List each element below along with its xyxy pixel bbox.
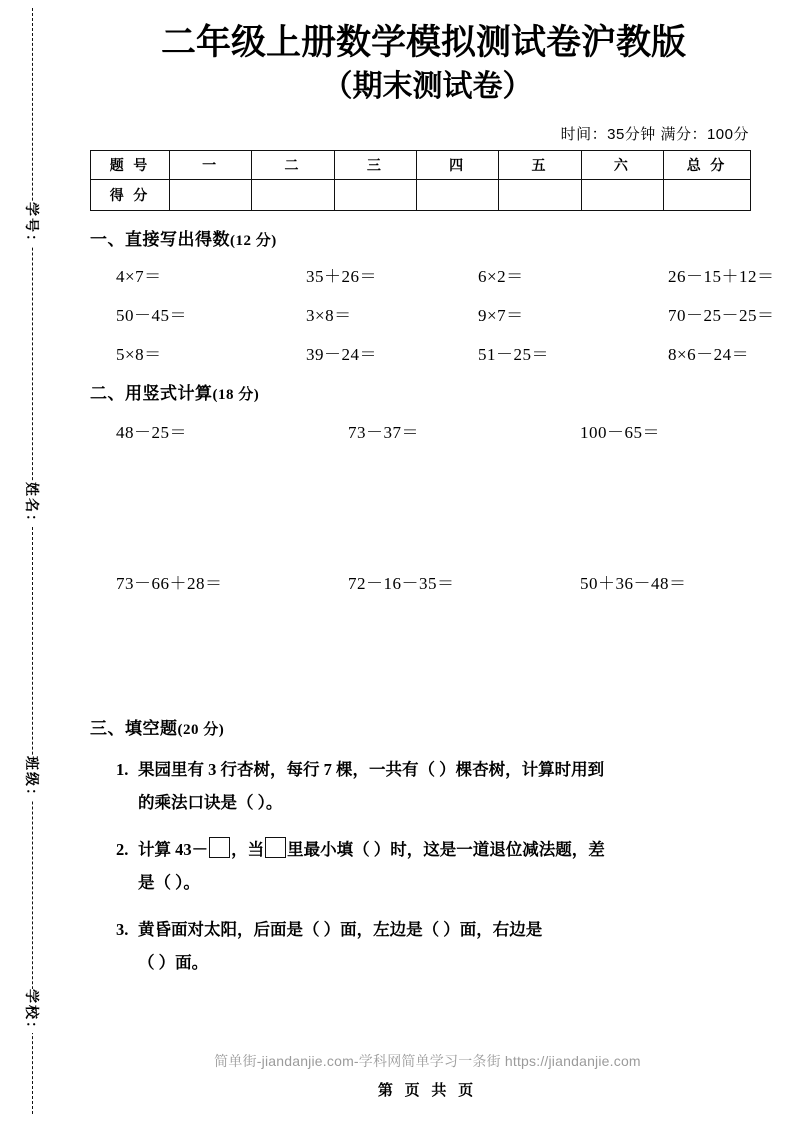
fill-question-3-line1: 黄昏面对太阳，后面是（ ）面，左边是（ ）面，右边是 (138, 919, 543, 939)
col-header-1: 一 (170, 150, 252, 179)
answer-box-2[interactable] (265, 837, 286, 858)
section-three-points: (20 分) (177, 721, 225, 738)
fill-question-3 (90, 913, 763, 979)
score-cell-4[interactable] (416, 179, 498, 210)
section-one (62, 225, 793, 365)
section-one-heading (90, 225, 763, 250)
section-two-points: (18 分) (212, 386, 260, 403)
cut-dashed-line (32, 8, 33, 1114)
fill-question-2-text-b: ，当 (231, 839, 265, 859)
score-cell-3[interactable] (334, 179, 416, 210)
table-row-score (91, 179, 751, 210)
fill-question-1-line2: 的乘法口诀是（ ）。 (138, 792, 283, 812)
fill-question-3-line2: （ ）面。 (138, 952, 209, 972)
binding-strip (0, 0, 62, 1122)
fill-question-2-number: 2. (116, 839, 129, 859)
section-one-problems (90, 262, 775, 365)
section-two (62, 379, 793, 594)
col-header-3: 三 (334, 150, 416, 179)
problem-1-3: 6×2＝ (478, 266, 524, 286)
score-cell-1[interactable] (170, 179, 252, 210)
problem-1-2: 35＋26＝ (306, 266, 377, 286)
col-header-2: 二 (252, 150, 334, 179)
problem-2-1: 48－25＝ (116, 422, 187, 442)
problem-2-3: 100－65＝ (580, 422, 660, 442)
col-header-6: 六 (581, 150, 663, 179)
fill-question-2-text-a: 计算 43－ (138, 839, 209, 859)
score-cell-2[interactable] (252, 179, 334, 210)
problem-1-1: 4×7＝ (116, 266, 162, 286)
col-header-total: 总 分 (664, 150, 751, 179)
problem-1-11: 51－25＝ (478, 344, 549, 364)
section-three-title: 三、填空题 (90, 718, 178, 738)
fill-question-1-body (138, 753, 763, 819)
page-number: 第 页 共 页 (377, 1083, 478, 1099)
score-cell-total[interactable] (664, 179, 751, 210)
problem-2-5: 72－16－35＝ (348, 573, 455, 593)
score-table-wrap (62, 150, 793, 211)
row-label-score: 得 分 (91, 179, 170, 210)
problem-1-12: 8×6－24＝ (668, 344, 750, 364)
section-two-problems-row2 (90, 569, 763, 594)
problem-1-8: 70－25－25＝ (668, 305, 775, 325)
problem-1-5: 50－45＝ (116, 305, 187, 325)
field-label-name: 姓名： (16, 482, 48, 526)
page-subtitle: （期末测试卷） (322, 70, 533, 104)
section-one-title: 一、直接写出得数 (90, 229, 230, 249)
section-one-points: (12 分) (230, 232, 277, 249)
problem-1-9: 5×8＝ (116, 344, 162, 364)
problem-1-10: 39－24＝ (306, 344, 377, 364)
problem-2-2: 73－37＝ (348, 422, 419, 442)
score-cell-5[interactable] (499, 179, 581, 210)
fill-question-1-number: 1. (116, 759, 129, 779)
section-three (62, 714, 793, 979)
exam-sheet (62, 0, 793, 1122)
fill-question-2-body (138, 833, 763, 899)
field-label-class: 班级： (16, 756, 48, 800)
page-footer (62, 1051, 793, 1100)
col-header-5: 五 (499, 150, 581, 179)
fill-question-3-number: 3. (116, 919, 129, 939)
section-two-problems-row1 (90, 418, 763, 443)
fill-question-3-body (138, 913, 763, 979)
section-two-heading (90, 379, 763, 404)
problem-1-7: 9×7＝ (478, 305, 524, 325)
fill-question-2 (90, 833, 763, 899)
problem-1-6: 3×8＝ (306, 305, 352, 325)
fill-question-2-text-c: 里最小填（ ）时，这是一道退位减法题，差 (287, 839, 605, 859)
problem-2-4: 73－66＋28＝ (116, 573, 223, 593)
watermark-text: 简单街-jiandanjie.com-学科网简单学习一条街 https://jiandanjie.com (214, 1053, 641, 1069)
fill-question-1 (90, 753, 763, 819)
col-header-4: 四 (416, 150, 498, 179)
score-table (90, 150, 751, 211)
section-two-title: 二、用竖式计算 (90, 383, 213, 403)
problem-2-6: 50＋36－48＝ (580, 573, 687, 593)
table-row-header (91, 150, 751, 179)
section-three-heading (90, 714, 763, 739)
page-title: 二年级上册数学模拟测试卷沪教版 (160, 23, 686, 62)
score-cell-6[interactable] (581, 179, 663, 210)
fill-question-1-line1: 果园里有 3 行杏树，每行 7 棵，一共有（ ）棵杏树，计算时用到 (138, 759, 605, 779)
answer-box-1[interactable] (209, 837, 230, 858)
field-label-student-id: 学号： (16, 202, 48, 246)
exam-meta: 时间：35分钟 满分：100分 (560, 125, 749, 143)
fill-question-2-line1 (138, 833, 763, 866)
problem-1-4: 26－15＋12＝ (668, 266, 775, 286)
row-label-question-no: 题 号 (91, 150, 170, 179)
field-label-school: 学校： (16, 989, 48, 1033)
fill-question-2-line2: 是（ ）。 (138, 872, 200, 892)
title-block (62, 0, 793, 105)
